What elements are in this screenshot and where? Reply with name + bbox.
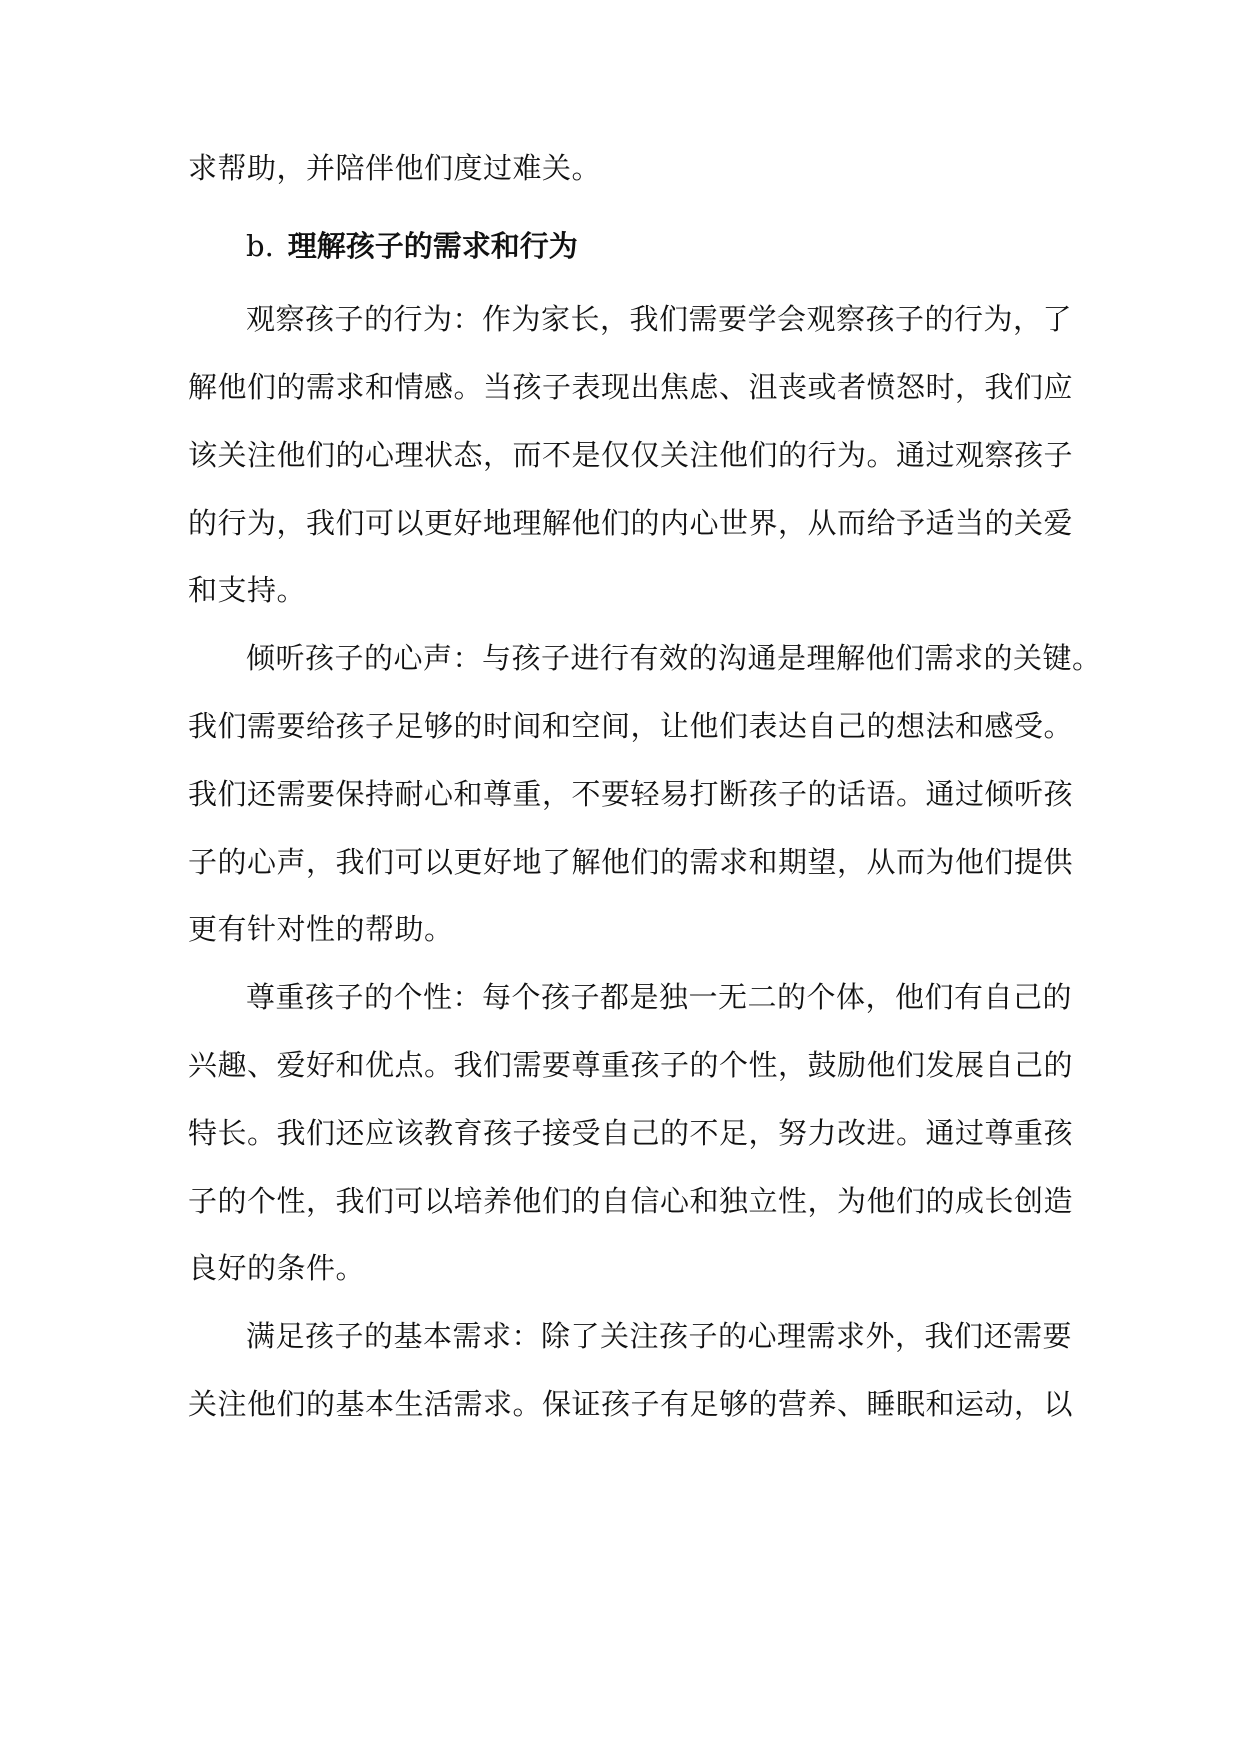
paragraph-line: 子的个性，我们可以培养他们的自信心和独立性，为他们的成长创造 [188, 1184, 1074, 1218]
paragraph-line: 良好的条件。 [188, 1251, 366, 1285]
paragraph-line: 尊重孩子的个性：每个孩子都是独一无二的个体，他们有自己的 [246, 980, 1073, 1014]
continuation-line: 求帮助，并陪伴他们度过难关。 [188, 151, 602, 185]
heading-title: 理解孩子的需求和行为 [287, 229, 578, 263]
paragraph-line: 倾听孩子的心声：与孩子进行有效的沟通是理解他们需求的关键。 [246, 641, 1102, 675]
heading-marker: b. [246, 229, 274, 263]
paragraph-line: 解他们的需求和情感。当孩子表现出焦虑、沮丧或者愤怒时，我们应 [188, 370, 1074, 404]
paragraph-line: 和支持。 [188, 573, 307, 607]
paragraph-line: 的行为，我们可以更好地理解他们的内心世界，从而给予适当的关爱 [188, 506, 1074, 540]
paragraph-line: 子的心声，我们可以更好地了解他们的需求和期望，从而为他们提供 [188, 845, 1074, 879]
paragraph-line: 该关注他们的心理状态，而不是仅仅关注他们的行为。通过观察孩子 [188, 438, 1074, 472]
paragraph-line: 满足孩子的基本需求：除了关注孩子的心理需求外，我们还需要 [246, 1319, 1073, 1353]
paragraph-line: 更有针对性的帮助。 [188, 912, 454, 946]
paragraph-line: 兴趣、爱好和优点。我们需要尊重孩子的个性，鼓励他们发展自己的 [188, 1048, 1074, 1082]
paragraph-line: 观察孩子的行为：作为家长，我们需要学会观察孩子的行为，了 [246, 302, 1073, 336]
section-heading [246, 226, 578, 266]
paragraph-line: 关注他们的基本生活需求。保证孩子有足够的营养、睡眠和运动，以 [188, 1387, 1074, 1421]
paragraph-line: 特长。我们还应该教育孩子接受自己的不足，努力改进。通过尊重孩 [188, 1116, 1074, 1150]
paragraph-line: 我们需要给孩子足够的时间和空间，让他们表达自己的想法和感受。 [188, 709, 1074, 743]
paragraph-line: 我们还需要保持耐心和尊重，不要轻易打断孩子的话语。通过倾听孩 [188, 777, 1074, 811]
